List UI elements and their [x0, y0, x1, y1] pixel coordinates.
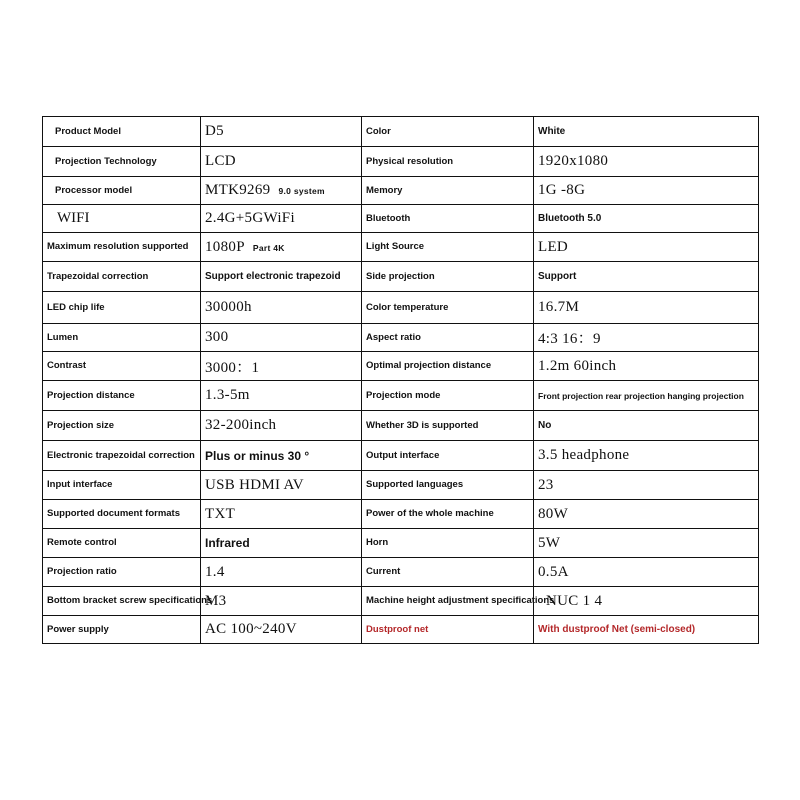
value-processor-model — [201, 177, 362, 205]
value-memory: 1G -8G — [534, 177, 759, 205]
max-resolution-text: 1080P — [205, 238, 245, 255]
table-row — [43, 616, 759, 644]
table-row — [43, 558, 759, 587]
processor-model-text: MTK9269 — [205, 182, 271, 198]
value-contrast: 3000：1 — [201, 352, 362, 381]
value-supported-document-formats: TXT — [201, 500, 362, 529]
value-wifi: 2.4G+5GWiFi — [201, 205, 362, 233]
value-projection-distance: 1.3-5m — [201, 381, 362, 411]
value-trapezoidal-correction: Support electronic trapezoid — [201, 262, 362, 292]
table-row — [43, 500, 759, 529]
label-projection-ratio: Projection ratio — [43, 558, 201, 587]
label-projection-size: Projection size — [43, 411, 201, 441]
table-row — [43, 381, 759, 411]
value-projection-size: 32-200inch — [201, 411, 362, 441]
label-max-resolution: Maximum resolution supported — [43, 233, 201, 262]
label-projection-distance: Projection distance — [43, 381, 201, 411]
label-memory: Memory — [362, 177, 534, 205]
label-lumen: Lumen — [43, 324, 201, 352]
value-remote-control: Infrared — [201, 529, 362, 558]
value-aspect-ratio: 4:3 16：9 — [534, 324, 759, 352]
processor-note: 9.0 system — [278, 186, 325, 196]
label-trapezoidal-correction: Trapezoidal correction — [43, 262, 201, 292]
label-horn: Horn — [362, 529, 534, 558]
table-row — [43, 471, 759, 500]
table-row — [43, 233, 759, 262]
label-product-model: Product Model — [43, 117, 201, 147]
label-led-chip-life: LED chip life — [43, 292, 201, 324]
value-bottom-bracket-screw: M3 — [201, 587, 362, 616]
spec-table — [42, 116, 759, 644]
table-row — [43, 411, 759, 441]
value-color-temperature: 16.7M — [534, 292, 759, 324]
value-color: White — [534, 117, 759, 147]
value-3d-support: No — [534, 411, 759, 441]
label-power-supply: Power supply — [43, 616, 201, 644]
label-3d-support: Whether 3D is supported — [362, 411, 534, 441]
label-color: Color — [362, 117, 534, 147]
table-row — [43, 441, 759, 471]
label-physical-resolution: Physical resolution — [362, 147, 534, 177]
value-projection-mode: Front projection rear projection hanging projection — [534, 381, 759, 411]
table-row — [43, 529, 759, 558]
value-projection-technology: LCD — [201, 147, 362, 177]
label-projection-technology: Projection Technology — [43, 147, 201, 177]
label-output-interface: Output interface — [362, 441, 534, 471]
label-optimal-projection-distance: Optimal projection distance — [362, 352, 534, 381]
label-color-temperature: Color temperature — [362, 292, 534, 324]
label-bottom-bracket-screw: Bottom bracket screw specifications — [43, 587, 201, 616]
table-row — [43, 205, 759, 233]
label-bluetooth: Bluetooth — [362, 205, 534, 233]
value-lumen: 300 — [201, 324, 362, 352]
label-input-interface: Input interface — [43, 471, 201, 500]
label-wifi: WIFI — [43, 205, 201, 233]
value-power-supply: AC 100~240V — [201, 616, 362, 644]
value-bluetooth: Bluetooth 5.0 — [534, 205, 759, 233]
value-output-interface: 3.5 headphone — [534, 441, 759, 471]
label-projection-mode: Projection mode — [362, 381, 534, 411]
table-row — [43, 324, 759, 352]
value-light-source: LED — [534, 233, 759, 262]
table-row — [43, 352, 759, 381]
table-row — [43, 117, 759, 147]
value-side-projection: Support — [534, 262, 759, 292]
value-product-model: D5 — [201, 117, 362, 147]
table-row — [43, 262, 759, 292]
value-optimal-projection-distance: 1.2m 60inch — [534, 352, 759, 381]
label-side-projection: Side projection — [362, 262, 534, 292]
value-projection-ratio: 1.4 — [201, 558, 362, 587]
label-remote-control: Remote control — [43, 529, 201, 558]
label-dustproof-net: Dustproof net — [362, 616, 534, 644]
value-supported-languages: 23 — [534, 471, 759, 500]
value-physical-resolution: 1920x1080 — [534, 147, 759, 177]
value-dustproof-net: With dustproof Net (semi-closed) — [534, 616, 759, 644]
label-machine-height-adjustment: Machine height adjustment specifications — [362, 587, 534, 616]
value-machine-height-adjustment: NUC 1 4 — [534, 587, 759, 616]
label-electronic-trapezoidal-correction: Electronic trapezoidal correction — [43, 441, 201, 471]
value-max-resolution — [201, 233, 362, 262]
label-power-whole-machine: Power of the whole machine — [362, 500, 534, 529]
label-current: Current — [362, 558, 534, 587]
label-processor-model: Processor model — [43, 177, 201, 205]
value-current: 0.5A — [534, 558, 759, 587]
label-light-source: Light Source — [362, 233, 534, 262]
label-supported-languages: Supported languages — [362, 471, 534, 500]
value-horn: 5W — [534, 529, 759, 558]
table-row — [43, 587, 759, 616]
value-power-whole-machine: 80W — [534, 500, 759, 529]
label-aspect-ratio: Aspect ratio — [362, 324, 534, 352]
table-row — [43, 147, 759, 177]
label-supported-document-formats: Supported document formats — [43, 500, 201, 529]
table-row — [43, 292, 759, 324]
value-electronic-trapezoidal-correction: Plus or minus 30 ° — [201, 441, 362, 471]
table-row — [43, 177, 759, 205]
label-contrast: Contrast — [43, 352, 201, 381]
value-led-chip-life: 30000h — [201, 292, 362, 324]
value-input-interface: USB HDMI AV — [201, 471, 362, 500]
max-resolution-note: Part 4K — [252, 242, 285, 253]
